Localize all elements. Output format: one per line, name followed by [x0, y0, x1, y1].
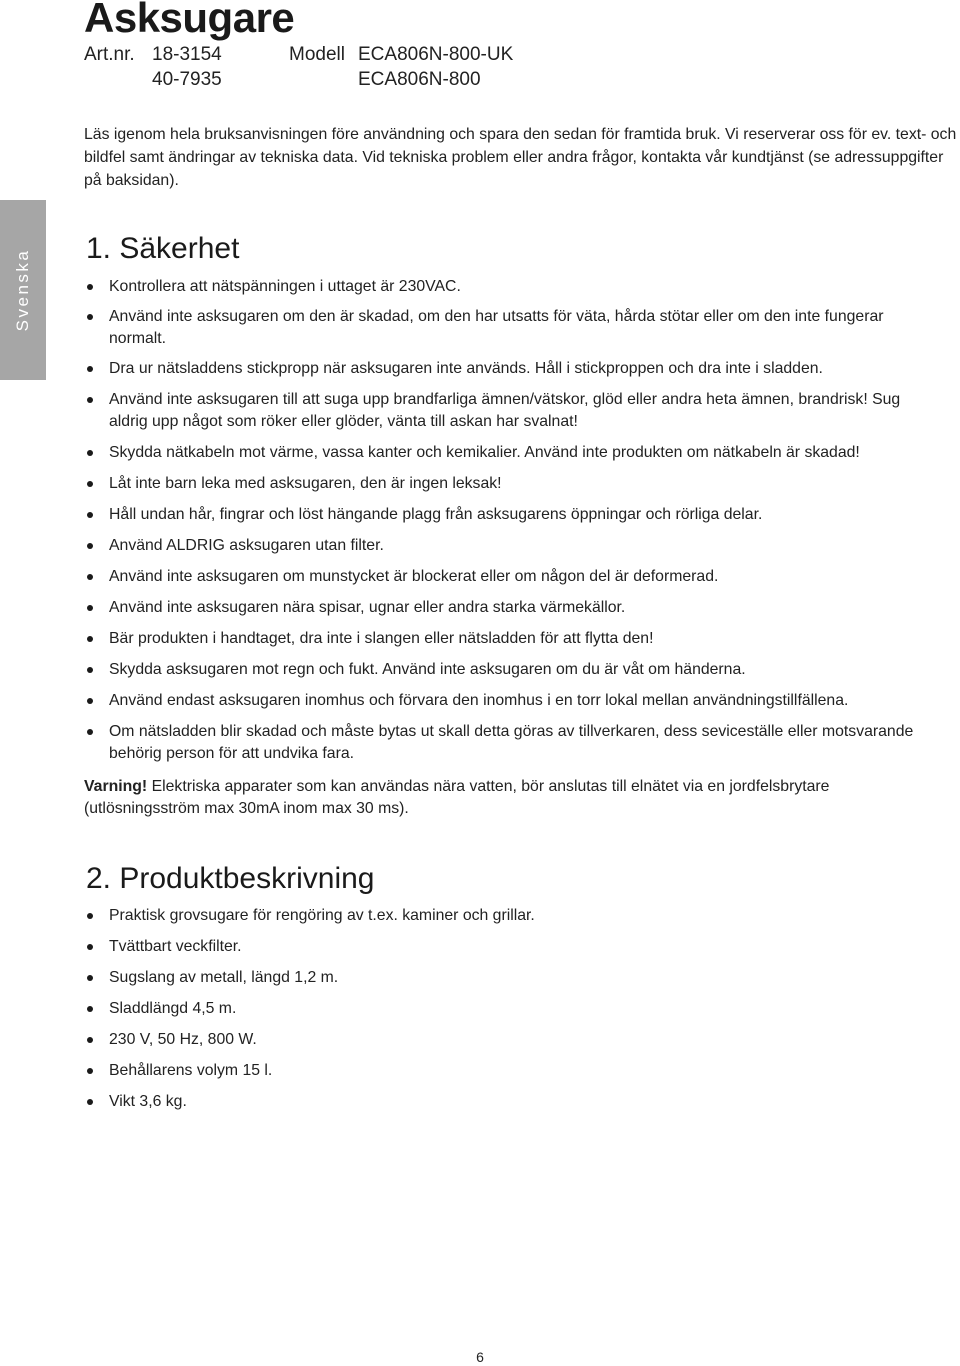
- list-item: Använd inte asksugaren om den är skadad, om den har utsatts för väta, hårda stötar eller om den inte fungerar normalt.: [86, 306, 936, 350]
- page-number: 6: [476, 1349, 484, 1365]
- list-item: Använd endast asksugaren inomhus och förvara den inomhus i en torr lokal mellan användningstillfällena.: [86, 690, 936, 712]
- product-description-list: [86, 905, 936, 1113]
- article-number: 40-7935: [152, 69, 222, 90]
- warning-paragraph: [84, 776, 914, 820]
- intro-paragraph: Läs igenom hela bruksanvisningen före användning och spara den sedan för framtida bruk. Vi reserverar oss för ev. text- och bildfel samt ändringar av tekniska data. Vid tekniska problem eller andra frågor, kontakta vår kundtjänst (se adressuppgifter på baksidan).: [84, 126, 957, 189]
- warning-text: Elektriska apparater som kan användas nära vatten, bör anslutas till elnätet via en jordfelsbrytare (utlösningsström max 30mA inom max 30 ms).: [84, 778, 830, 817]
- list-item: Behållarens volym 15 l.: [86, 1060, 936, 1082]
- list-item: Sladdlängd 4,5 m.: [86, 998, 936, 1020]
- list-item: Använd ALDRIG asksugaren utan filter.: [86, 535, 936, 557]
- list-item: Använd inte asksugaren om munstycket är blockerat eller om någon del är deformerad.: [86, 566, 936, 588]
- list-item: Om nätsladden blir skadad och måste bytas ut skall detta göras av tillverkaren, dess seviceställe eller motsvarande behörig person för att undvika fara.: [86, 721, 936, 765]
- list-item: Vikt 3,6 kg.: [86, 1091, 936, 1113]
- safety-list: [86, 276, 936, 765]
- list-item: Låt inte barn leka med asksugaren, den är ingen leksak!: [86, 473, 936, 495]
- warning-label: Varning!: [84, 778, 148, 795]
- list-item: Bär produkten i handtaget, dra inte i slangen eller nätsladden för att flytta den!: [86, 628, 936, 650]
- language-side-tab-label: Svenska: [13, 248, 32, 332]
- list-item: Använd inte asksugaren nära spisar, ugnar eller andra starka värmekällor.: [86, 597, 936, 619]
- list-item: Tvättbart veckfilter.: [86, 936, 936, 958]
- document-title: Asksugare: [84, 0, 295, 41]
- list-item: Håll undan hår, fingrar och löst hängande plagg från asksugarens öppningar och rörliga delar.: [86, 504, 936, 526]
- article-label: Art.nr.: [84, 44, 135, 65]
- section-heading-product-description: 2. Produktbeskrivning: [86, 862, 375, 895]
- list-item: 230 V, 50 Hz, 800 W.: [86, 1029, 936, 1051]
- article-number: 18-3154: [152, 44, 222, 65]
- model-number: ECA806N-800: [358, 69, 481, 90]
- list-item: Kontrollera att nätspänningen i uttaget är 230VAC.: [86, 276, 936, 298]
- list-item: Praktisk grovsugare för rengöring av t.ex. kaminer och grillar.: [86, 905, 936, 927]
- list-item: Skydda nätkabeln mot värme, vassa kanter och kemikalier. Använd inte produkten om nätkabeln är skadad!: [86, 442, 936, 464]
- model-label: Modell: [289, 44, 345, 65]
- list-item: Dra ur nätsladdens stickpropp när asksugaren inte används. Håll i stickproppen och dra inte i sladden.: [86, 358, 936, 380]
- model-number: ECA806N-800-UK: [358, 44, 514, 65]
- list-item: Skydda asksugaren mot regn och fukt. Använd inte asksugaren om du är våt om händerna.: [86, 659, 936, 681]
- section-heading-safety: 1. Säkerhet: [86, 232, 240, 265]
- list-item: Sugslang av metall, längd 1,2 m.: [86, 967, 936, 989]
- list-item: Använd inte asksugaren till att suga upp brandfarliga ämnen/vätskor, glöd eller andra heta ämnen, brandrisk! Sug aldrig upp något som röker eller glöder, vänta till askan har svalnat!: [86, 389, 936, 433]
